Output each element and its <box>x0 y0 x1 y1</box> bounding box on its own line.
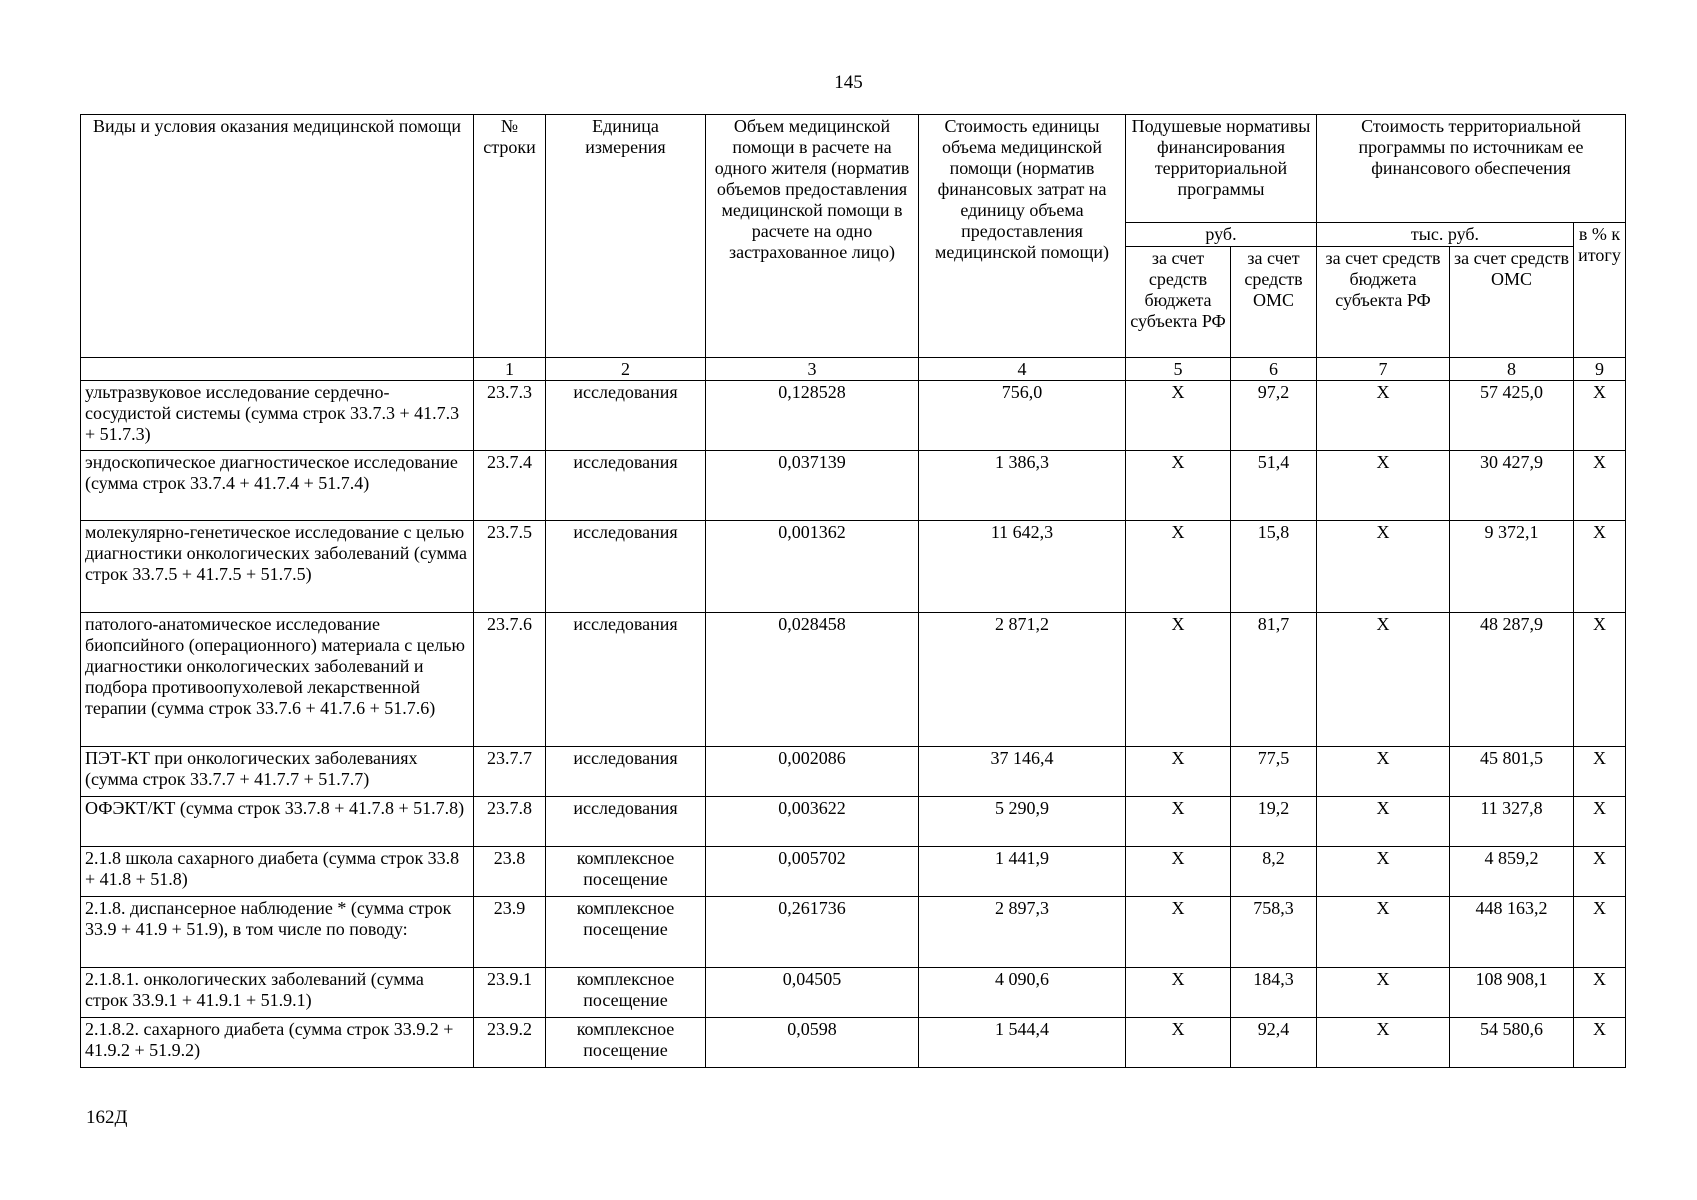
column-number <box>81 358 474 381</box>
header-volume: Объем медицинской помощи в расчете на одного жителя (норматив объемов предоставления медицинской помощи в расчете на одно застрахованное лицо) <box>706 115 919 358</box>
row-budget-cost: Х <box>1317 968 1450 1018</box>
row-name: ультразвуковое исследование сердечно-сосудистой системы (сумма строк 33.7.3 + 41.7.3 + 51.7.3) <box>81 381 474 451</box>
row-oms-cost: 448 163,2 <box>1450 897 1574 968</box>
row-volume: 0,005702 <box>706 847 919 897</box>
row-name: ОФЭКТ/КТ (сумма строк 33.7.8 + 41.7.8 + 51.7.8) <box>81 797 474 847</box>
row-budget-cost: Х <box>1317 897 1450 968</box>
data-table <box>80 114 1626 1068</box>
row-percent: Х <box>1574 381 1626 451</box>
row-volume: 0,002086 <box>706 747 919 797</box>
table-row <box>81 968 1626 1018</box>
row-oms-per-capita: 758,3 <box>1231 897 1317 968</box>
row-oms-per-capita: 8,2 <box>1231 847 1317 897</box>
row-percent: Х <box>1574 521 1626 613</box>
row-percent: Х <box>1574 897 1626 968</box>
column-number: 2 <box>546 358 706 381</box>
table-row <box>81 521 1626 613</box>
row-unit: комплексное посещение <box>546 968 706 1018</box>
header-row-no: № строки <box>474 115 546 358</box>
row-volume: 0,128528 <box>706 381 919 451</box>
row-oms-cost: 54 580,6 <box>1450 1018 1574 1068</box>
row-name: эндоскопическое диагностическое исследование (сумма строк 33.7.4 + 41.7.4 + 51.7.4) <box>81 451 474 521</box>
header-program-cost: Стоимость территориальной программы по источникам ее финансового обеспечения <box>1317 115 1626 223</box>
column-number: 6 <box>1231 358 1317 381</box>
row-volume: 0,0598 <box>706 1018 919 1068</box>
row-percent: Х <box>1574 451 1626 521</box>
row-budget-per-capita: Х <box>1126 968 1231 1018</box>
row-percent: Х <box>1574 847 1626 897</box>
row-number: 23.9.2 <box>474 1018 546 1068</box>
header-rub: руб. <box>1126 223 1317 247</box>
row-oms-per-capita: 81,7 <box>1231 613 1317 747</box>
row-cost-unit: 37 146,4 <box>919 747 1126 797</box>
row-cost-unit: 4 090,6 <box>919 968 1126 1018</box>
row-oms-per-capita: 92,4 <box>1231 1018 1317 1068</box>
column-number: 9 <box>1574 358 1626 381</box>
row-cost-unit: 2 897,3 <box>919 897 1126 968</box>
row-cost-unit: 1 441,9 <box>919 847 1126 897</box>
row-oms-cost: 9 372,1 <box>1450 521 1574 613</box>
row-oms-cost: 57 425,0 <box>1450 381 1574 451</box>
row-budget-cost: Х <box>1317 797 1450 847</box>
row-percent: Х <box>1574 1018 1626 1068</box>
row-budget-cost: Х <box>1317 451 1450 521</box>
header-cost-unit: Стоимость единицы объема медицинской помощи (норматив финансовых затрат на единицу объема предоставления медицинской помощи) <box>919 115 1126 358</box>
table-row <box>81 897 1626 968</box>
header-unit: Единица измерения <box>546 115 706 358</box>
column-number: 5 <box>1126 358 1231 381</box>
table-row <box>81 847 1626 897</box>
table-row <box>81 451 1626 521</box>
row-budget-cost: Х <box>1317 747 1450 797</box>
row-budget-per-capita: Х <box>1126 797 1231 847</box>
header-oms: за счет средств ОМС <box>1231 247 1317 358</box>
row-cost-unit: 1 544,4 <box>919 1018 1126 1068</box>
row-budget-cost: Х <box>1317 521 1450 613</box>
row-unit: исследования <box>546 451 706 521</box>
row-cost-unit: 756,0 <box>919 381 1126 451</box>
row-name: 2.1.8.2. сахарного диабета (сумма строк 33.9.2 + 41.9.2 + 51.9.2) <box>81 1018 474 1068</box>
row-budget-per-capita: Х <box>1126 1018 1231 1068</box>
row-number: 23.8 <box>474 847 546 897</box>
row-unit: комплексное посещение <box>546 897 706 968</box>
row-name: 2.1.8. диспансерное наблюдение * (сумма строк 33.9 + 41.9 + 51.9), в том числе по поводу: <box>81 897 474 968</box>
header-percent-total: в % к итогу <box>1574 223 1626 358</box>
row-unit: исследования <box>546 521 706 613</box>
row-volume: 0,04505 <box>706 968 919 1018</box>
header-budget-rf-2: за счет средств бюджета субъекта РФ <box>1317 247 1450 358</box>
row-unit: комплексное посещение <box>546 847 706 897</box>
row-number: 23.7.7 <box>474 747 546 797</box>
row-oms-per-capita: 97,2 <box>1231 381 1317 451</box>
column-number: 4 <box>919 358 1126 381</box>
row-oms-cost: 4 859,2 <box>1450 847 1574 897</box>
row-oms-per-capita: 15,8 <box>1231 521 1317 613</box>
row-cost-unit: 2 871,2 <box>919 613 1126 747</box>
header-per-capita: Подушевые нормативы финансирования территориальной программы <box>1126 115 1317 223</box>
row-oms-per-capita: 51,4 <box>1231 451 1317 521</box>
row-unit: исследования <box>546 613 706 747</box>
column-number: 3 <box>706 358 919 381</box>
table-row <box>81 1018 1626 1068</box>
row-percent: Х <box>1574 613 1626 747</box>
row-name: молекулярно-генетическое исследование с целью диагностики онкологических заболеваний (сумма строк 33.7.5 + 41.7.5 + 51.7.5) <box>81 521 474 613</box>
row-oms-cost: 108 908,1 <box>1450 968 1574 1018</box>
header-oms-2: за счет средств ОМС <box>1450 247 1574 358</box>
row-budget-per-capita: Х <box>1126 847 1231 897</box>
row-budget-cost: Х <box>1317 613 1450 747</box>
row-percent: Х <box>1574 797 1626 847</box>
table-row <box>81 381 1626 451</box>
column-number: 8 <box>1450 358 1574 381</box>
row-budget-cost: Х <box>1317 1018 1450 1068</box>
row-number: 23.7.5 <box>474 521 546 613</box>
table-row <box>81 613 1626 747</box>
row-number: 23.7.4 <box>474 451 546 521</box>
header-budget-rf: за счет средств бюджета субъекта РФ <box>1126 247 1231 358</box>
row-unit: исследования <box>546 747 706 797</box>
row-oms-cost: 11 327,8 <box>1450 797 1574 847</box>
row-cost-unit: 5 290,9 <box>919 797 1126 847</box>
row-name: ПЭТ-КТ при онкологических заболеваниях (сумма строк 33.7.7 + 41.7.7 + 51.7.7) <box>81 747 474 797</box>
row-volume: 0,261736 <box>706 897 919 968</box>
row-volume: 0,028458 <box>706 613 919 747</box>
header-types: Виды и условия оказания медицинской помощи <box>81 115 474 358</box>
row-budget-per-capita: Х <box>1126 381 1231 451</box>
table-row <box>81 747 1626 797</box>
row-budget-per-capita: Х <box>1126 613 1231 747</box>
row-budget-per-capita: Х <box>1126 521 1231 613</box>
row-number: 23.9 <box>474 897 546 968</box>
row-cost-unit: 1 386,3 <box>919 451 1126 521</box>
row-cost-unit: 11 642,3 <box>919 521 1126 613</box>
row-volume: 0,001362 <box>706 521 919 613</box>
row-volume: 0,037139 <box>706 451 919 521</box>
row-name: патолого-анатомическое исследование биопсийного (операционного) материала с целью диагностики онкологических заболеваний и подбора противоопухолевой лекарственной терапии (сумма строк 33.7.6 + 41.7.6 + 51.7.6) <box>81 613 474 747</box>
row-budget-per-capita: Х <box>1126 451 1231 521</box>
row-name: 2.1.8.1. онкологических заболеваний (сумма строк 33.9.1 + 41.9.1 + 51.9.1) <box>81 968 474 1018</box>
column-number: 7 <box>1317 358 1450 381</box>
row-budget-cost: Х <box>1317 847 1450 897</box>
row-budget-per-capita: Х <box>1126 747 1231 797</box>
row-volume: 0,003622 <box>706 797 919 847</box>
row-oms-per-capita: 184,3 <box>1231 968 1317 1018</box>
row-unit: исследования <box>546 381 706 451</box>
row-oms-cost: 48 287,9 <box>1450 613 1574 747</box>
row-oms-per-capita: 19,2 <box>1231 797 1317 847</box>
header-thous-rub: тыс. руб. <box>1317 223 1574 247</box>
table-row <box>81 797 1626 847</box>
column-numbers-row <box>81 358 1626 381</box>
row-budget-cost: Х <box>1317 381 1450 451</box>
header-row-1 <box>81 115 1626 223</box>
row-budget-per-capita: Х <box>1126 897 1231 968</box>
column-number: 1 <box>474 358 546 381</box>
row-number: 23.9.1 <box>474 968 546 1018</box>
row-name: 2.1.8 школа сахарного диабета (сумма строк 33.8 + 41.8 + 51.8) <box>81 847 474 897</box>
row-unit: исследования <box>546 797 706 847</box>
row-unit: комплексное посещение <box>546 1018 706 1068</box>
row-number: 23.7.8 <box>474 797 546 847</box>
row-percent: Х <box>1574 968 1626 1018</box>
row-number: 23.7.6 <box>474 613 546 747</box>
row-percent: Х <box>1574 747 1626 797</box>
page-number: 145 <box>834 72 863 93</box>
row-number: 23.7.3 <box>474 381 546 451</box>
row-oms-per-capita: 77,5 <box>1231 747 1317 797</box>
footer-code: 162Д <box>86 1107 128 1128</box>
row-oms-cost: 45 801,5 <box>1450 747 1574 797</box>
row-oms-cost: 30 427,9 <box>1450 451 1574 521</box>
